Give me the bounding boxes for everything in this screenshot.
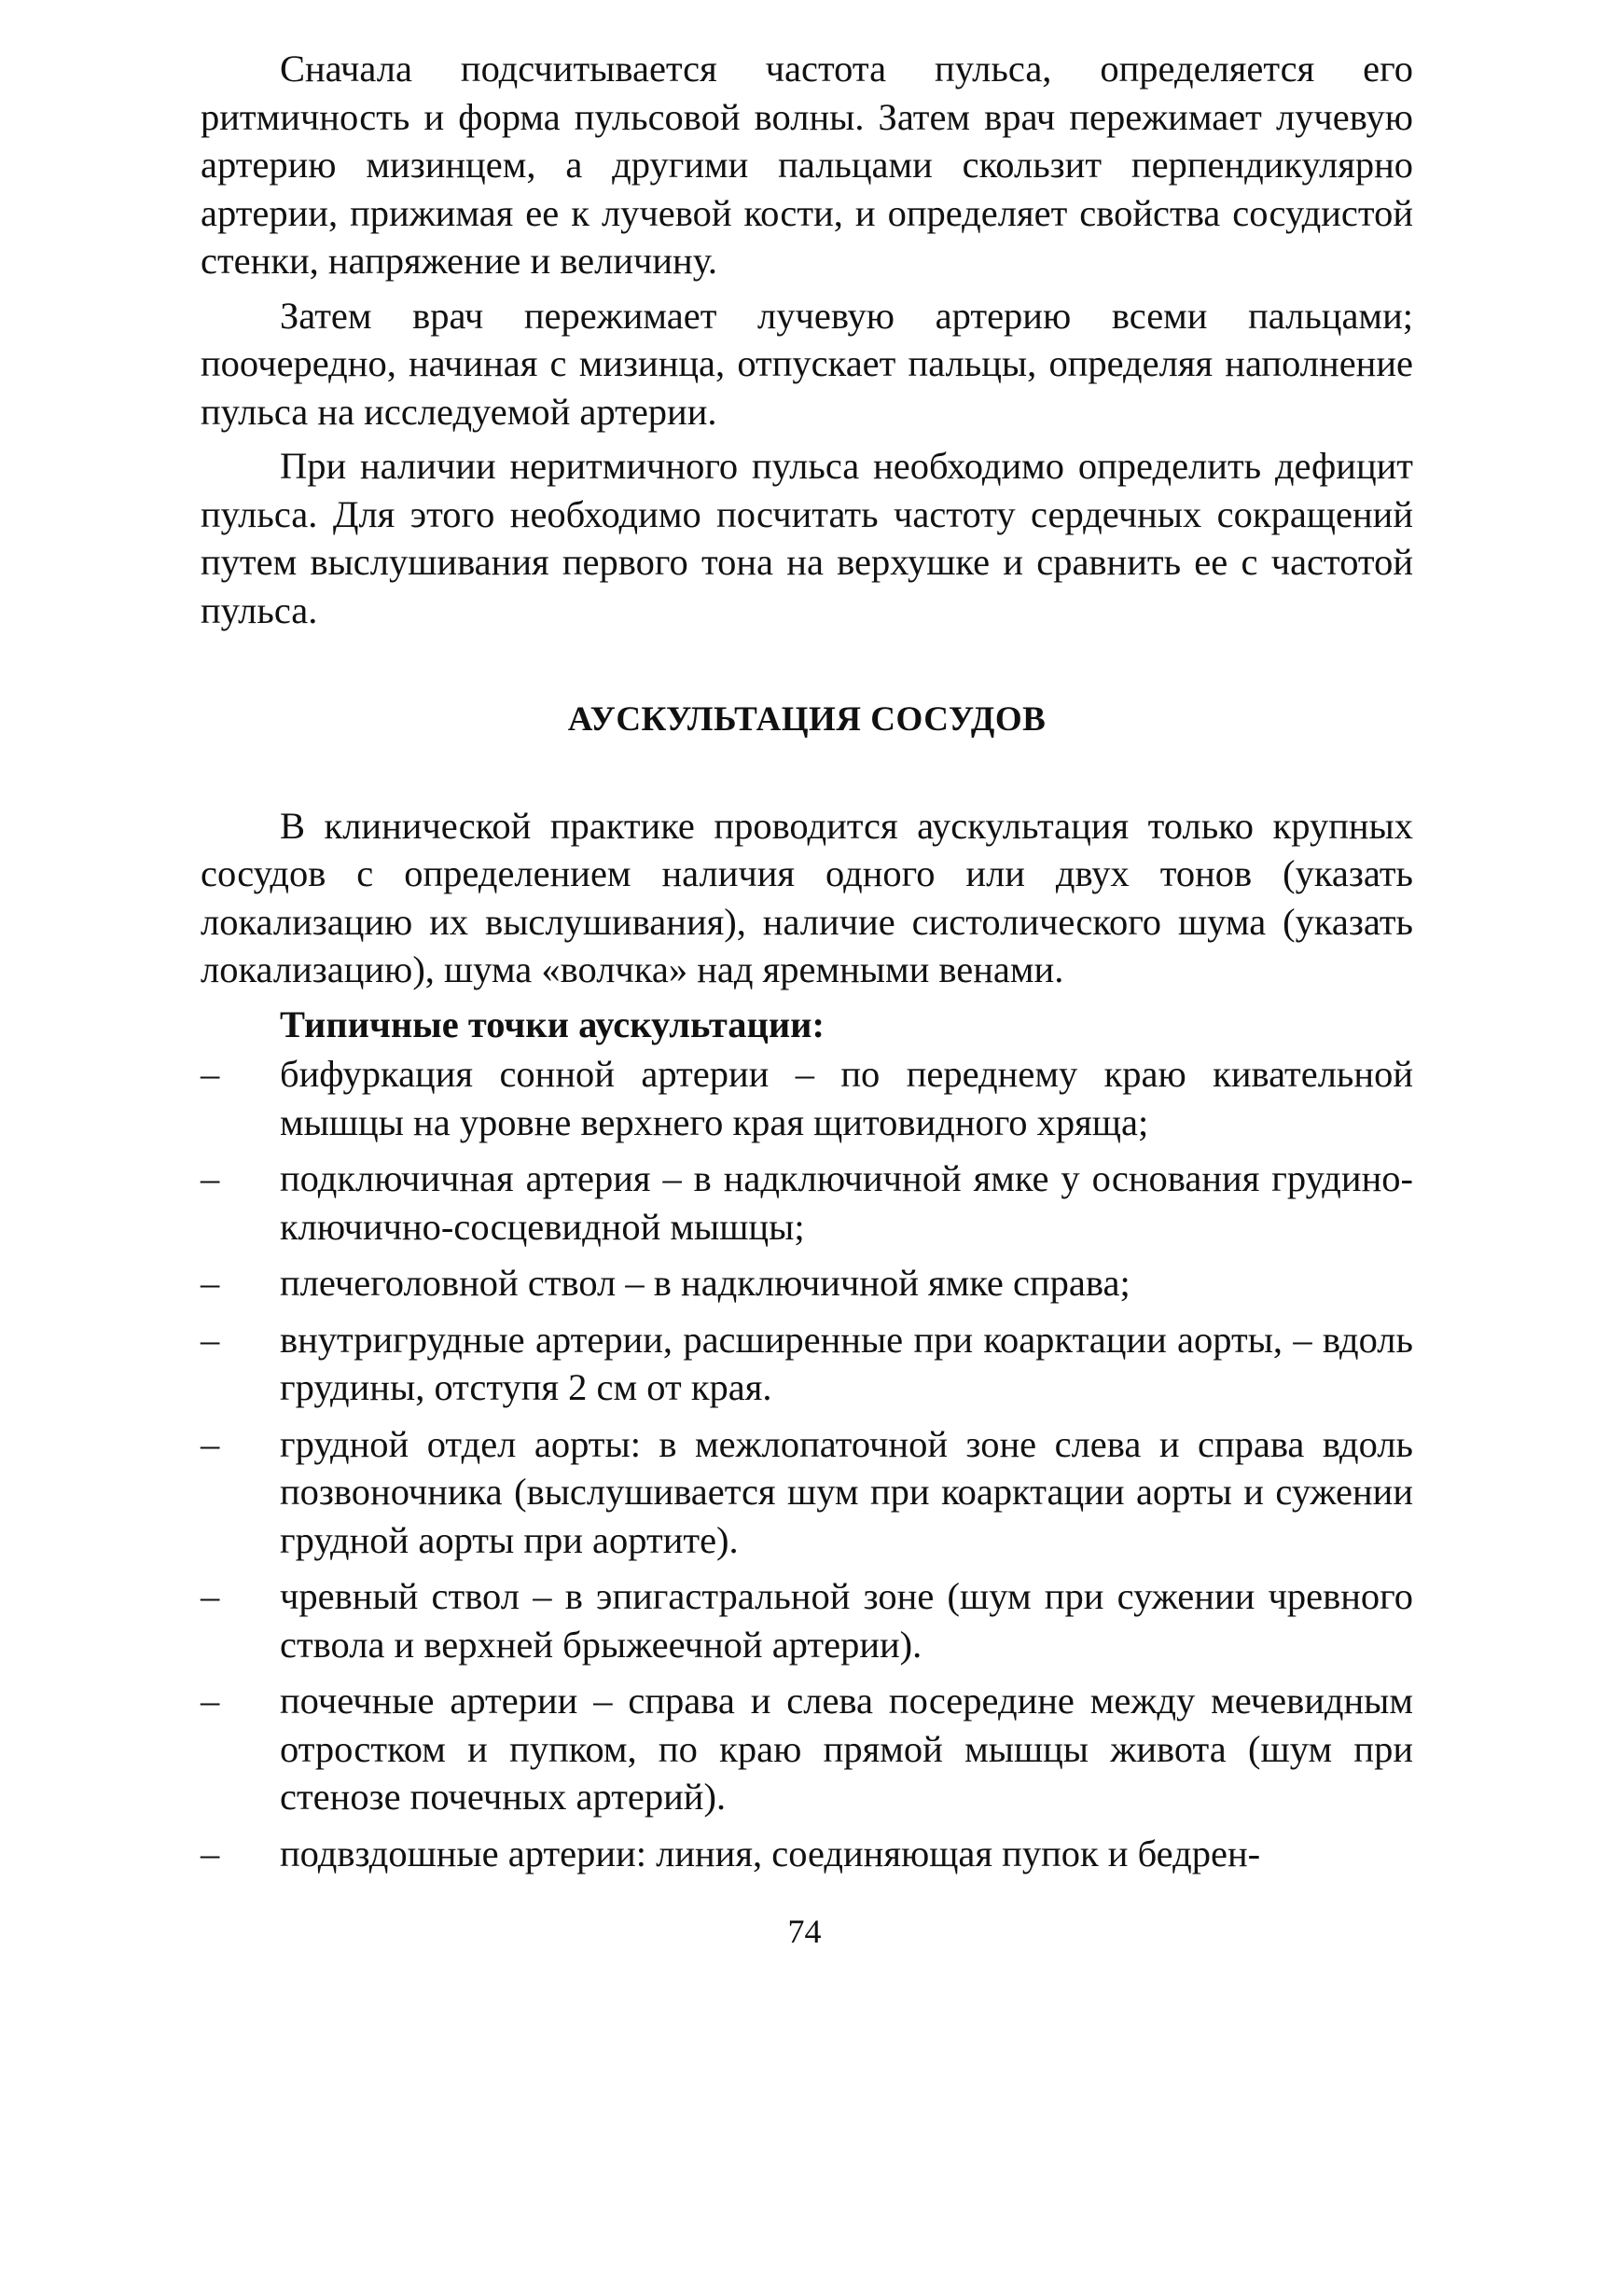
- section-heading: АУСКУЛЬТАЦИЯ СОСУДОВ: [567, 700, 1047, 739]
- section-intro: В клинической практике проводится аускультация только крупных сосудов с определением наличия одного или двух тонов (указать локализацию их выслушивания), наличие систолического шума (указать локализацию), шума «волчка» над яремными венами.: [201, 804, 1413, 990]
- page-number: 74: [787, 1913, 822, 1950]
- list-item-text: подвздошные артерии: линия, соединяющая пупок и бедрен-: [280, 1832, 1261, 1874]
- list-item: [201, 1155, 1413, 1251]
- list-item-text: плечеголовной ствол – в надключичной ямке справа;: [280, 1262, 1130, 1304]
- list-item: [201, 1316, 1413, 1412]
- dash-marker: –: [201, 1575, 220, 1617]
- list-item-text: подключичная артерия – в надключичной ямке у основания грудино-ключично-сосцевидной мышцы;: [280, 1157, 1413, 1248]
- dash-marker: –: [201, 1157, 220, 1199]
- list-item: [201, 1420, 1413, 1565]
- dash-marker: –: [201, 1832, 220, 1874]
- list-item: [201, 1677, 1413, 1821]
- list-item-text: бифуркация сонной артерии – по переднему краю кивательной мышцы на уровне верхнего края щитовидного хряща;: [280, 1053, 1413, 1143]
- dash-marker: –: [201, 1680, 220, 1722]
- page-body: [201, 45, 1413, 1886]
- dash-marker: –: [201, 1262, 220, 1304]
- list-item-text: внутригрудные артерии, расширенные при коарктации аорты, – вдоль грудины, отступя 2 см от края.: [280, 1318, 1413, 1408]
- list-item: [201, 1050, 1413, 1146]
- list-item-text: грудной отдел аорты: в межлопаточной зоне слева и справа вдоль позвоночника (выслушивается шум при коарктации аорты и сужении грудной аорты при аортите).: [280, 1422, 1413, 1561]
- paragraph-pulse-count: Сначала подсчитывается частота пульса, определяется его ритмичность и форма пульсовой волны. Затем врач пережимает лучевую артерию мизинцем, а другими пальцами скользит перпендикулярно артерии, прижимая ее к лучевой кости, и определяет свойства сосудистой стенки, напряжение и величину.: [201, 48, 1413, 282]
- auscultation-points-subheading: Типичные точки аускультации:: [280, 1003, 825, 1045]
- list-item: [201, 1572, 1413, 1668]
- auscultation-points-list: [201, 1050, 1413, 1877]
- list-item-text: почечные артерии – справа и слева посередине между мечевидным отростком и пупком, по краю прямой мышцы живота (шум при стенозе почечных артерий).: [280, 1680, 1413, 1818]
- dash-marker: –: [201, 1053, 220, 1095]
- list-item: [201, 1259, 1413, 1307]
- dash-marker: –: [201, 1422, 220, 1465]
- paragraph-pulse-deficit: При наличии неритмичного пульса необходимо определить дефицит пульса. Для этого необходимо посчитать частоту сердечных сокращений путем выслушивания первого тона на верхушке и сравнить ее с частотой пульса.: [201, 445, 1413, 631]
- list-item: [201, 1830, 1413, 1878]
- dash-marker: –: [201, 1318, 220, 1361]
- list-item-text: чревный ствол – в эпигастральной зоне (шум при сужении чревного ствола и верхней брыжеечной артерии).: [280, 1575, 1413, 1666]
- paragraph-pulse-filling: Затем врач пережимает лучевую артерию всеми пальцами; поочередно, начиная с мизинца, отпускает пальцы, определяя наполнение пульса на исследуемой артерии.: [201, 294, 1413, 433]
